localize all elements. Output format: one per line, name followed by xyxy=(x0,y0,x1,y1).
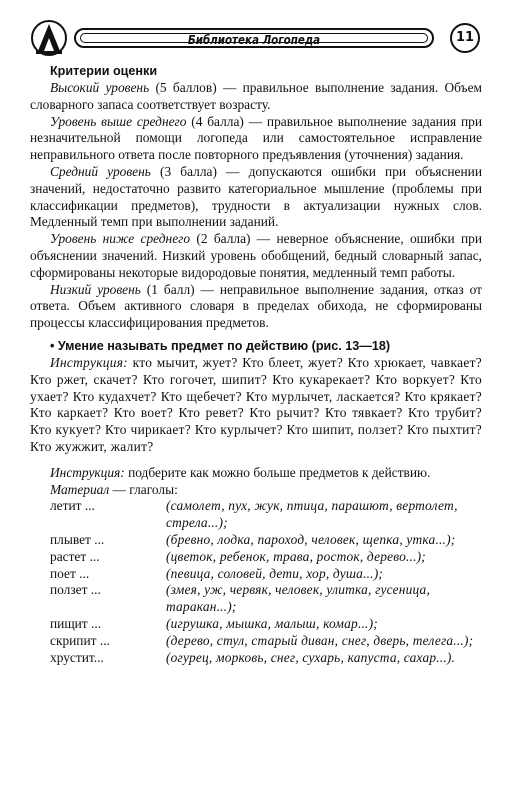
section-title: • Умение называть предмет по действию (рис. 13—18) xyxy=(50,338,391,353)
criteria-paragraph xyxy=(30,231,482,281)
series-title: Библиотека Логопеда xyxy=(187,33,321,47)
level-label: Низкий уровень xyxy=(50,281,141,297)
instruction-paragraph xyxy=(30,465,482,482)
verb-cell: растет ... xyxy=(50,548,100,564)
instruction-paragraph xyxy=(30,355,482,456)
objects-cell: (самолет, пух, жук, птица, парашют, вертолет, стрела...); xyxy=(166,498,458,531)
page-header xyxy=(30,18,482,60)
level-description: (4 балла) — правильное выполнение задания при незначительной помощи логопеда или самостоятельное исправление неправильного ответа после повторного предъявления (уточнения) задания. xyxy=(30,113,482,163)
verb-cell: плывет ... xyxy=(50,531,105,547)
page-number: 11 xyxy=(450,23,480,53)
verb-row xyxy=(30,633,482,650)
level-label: Уровень ниже среднего xyxy=(50,231,191,247)
criteria-paragraph xyxy=(30,80,482,114)
material-text: — глаголы: xyxy=(109,481,178,497)
material-label: Материал xyxy=(50,481,110,497)
library-logo-icon xyxy=(30,18,68,58)
level-description: (3 балла) — допускаются ошибки при объяснении значений, недостаточно развито категориальное мышление (проблемы при классификации предметов), трудности в актуализации нужных слов. Медленный темп при выполнении заданий. xyxy=(30,163,482,230)
verb-row xyxy=(30,650,482,667)
verb-row xyxy=(30,582,482,616)
verb-row xyxy=(30,549,482,566)
instruction-label: Инструкция: xyxy=(50,354,129,370)
verb-table xyxy=(30,498,482,666)
verb-row xyxy=(30,498,482,532)
criteria-paragraph xyxy=(30,164,482,231)
verb-row xyxy=(30,532,482,549)
objects-cell: (игрушка, мышка, малыш, комар...); xyxy=(166,615,378,631)
material-line xyxy=(30,482,482,499)
verb-cell: поет ... xyxy=(50,565,90,581)
criteria-paragraph xyxy=(30,282,482,332)
instruction-text: подберите как можно больше предметов к действию. xyxy=(124,464,431,480)
verb-cell: ползет ... xyxy=(50,582,101,598)
verb-cell: летит ... xyxy=(50,498,95,514)
level-description: (1 балл) — неправильное выполнение задания, отказ от ответа. Объем активного словаря в пределах обихода, не сформированы процессы классифицирования предметов. xyxy=(30,281,482,331)
verb-cell: хрустит... xyxy=(50,649,104,665)
objects-cell: (огурец, морковь, снег, сухарь, капуста, сахар...). xyxy=(166,649,456,665)
level-description: (2 балла) — неверное объяснение, ошибки при объяснении значений. Низкий уровень обобщений, бедный словарный запас, сформированы некоторые видородовые понятия, медленный темп работы. xyxy=(30,231,482,280)
verb-cell: пищит ... xyxy=(50,615,102,631)
objects-cell: (певица, соловей, дети, хор, душа...); xyxy=(166,565,384,581)
level-label: Уровень выше среднего xyxy=(50,113,187,129)
objects-cell: (дерево, стул, старый диван, снег, дверь, телега...); xyxy=(166,632,474,648)
objects-cell: (цветок, ребенок, трава, росток, дерево...); xyxy=(166,548,426,564)
verb-row xyxy=(30,616,482,633)
criteria-paragraph xyxy=(30,114,482,164)
verb-cell: скрипит ... xyxy=(50,632,110,648)
instruction-label: Инструкция: xyxy=(50,464,125,480)
level-label: Высокий уровень xyxy=(50,80,150,95)
header-title-band xyxy=(74,28,434,48)
criteria-heading: Критерии оценки xyxy=(50,64,158,78)
objects-cell: (бревно, лодка, пароход, человек, щепка, утка...); xyxy=(166,531,456,547)
instruction-text: кто мычит, жует? Кто блеет, жует? Кто хрюкает, чавкает? Кто ржет, скачет? Кто гогочет, шипит? Кто кукарекает? Кто воркует? Кто ухает? Кто кудахчет? Кто щебечет? Кто мурлычет, ласкается? Кто крякает? Кто каркает? Кто воет? Кто ревет? Кто рычит? Кто тявкает? Кто трубит? Кто кукует? Кто чирикает? Кто курлычет? Кто шипит, ползет? Кто пыхтит? Кто жужжит, жалит? xyxy=(30,354,482,454)
objects-cell: (змея, уж, червяк, человек, улитка, гусеница, таракан...); xyxy=(166,582,431,615)
page-body xyxy=(30,63,482,666)
level-description: (5 баллов) — правильное выполнение задания. Объем словарного запаса соответствует возрасту. xyxy=(30,80,482,112)
level-label: Средний уровень xyxy=(50,163,151,179)
verb-row xyxy=(30,566,482,583)
